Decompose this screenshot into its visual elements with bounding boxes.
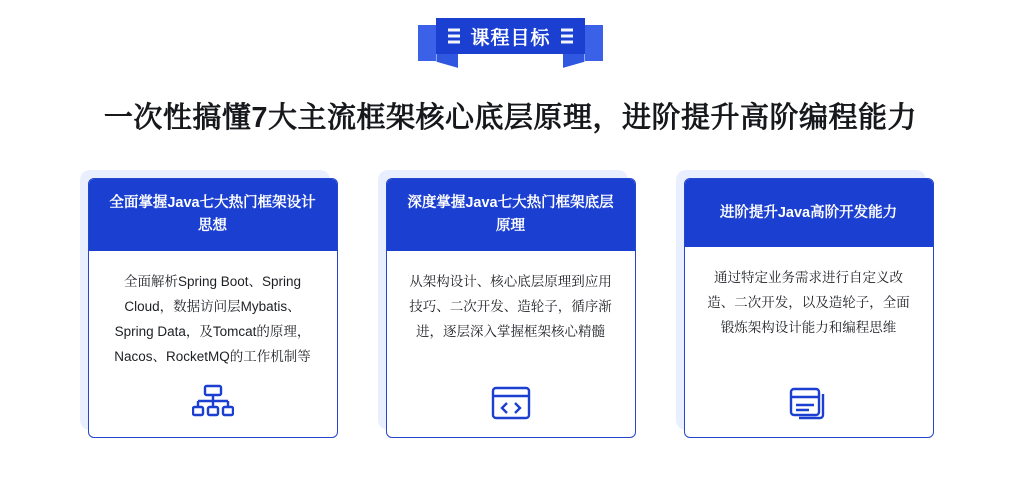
card-3 <box>684 178 934 438</box>
hierarchy-icon <box>89 375 337 437</box>
ribbon-dashes-left-icon <box>448 29 460 44</box>
ribbon-banner <box>436 18 584 54</box>
ribbon-dashes-right-icon <box>561 29 573 44</box>
card-title: 进阶提升Java高阶开发能力 <box>685 179 933 247</box>
card-2 <box>386 178 636 438</box>
stacked-cards-icon <box>685 375 933 437</box>
ribbon-tail-left <box>436 54 458 68</box>
ribbon-shadow-right <box>585 25 603 61</box>
card-item <box>386 178 636 438</box>
section-header <box>0 18 1021 54</box>
card-item <box>88 178 338 438</box>
card-1 <box>88 178 338 438</box>
card-title: 全面掌握Java七大热门框架设计思想 <box>89 179 337 251</box>
card-body: 从架构设计、核心底层原理到应用技巧、二次开发、造轮子，循序渐进，逐层深入掌握框架核心精髓 <box>409 274 612 339</box>
card-list <box>0 178 1021 438</box>
card-body: 全面解析Spring Boot、Spring Cloud，数据访问层Mybatis、Spring Data，及Tomcat的原理，Nacos、RocketMQ的工作机制等 <box>114 274 311 364</box>
ribbon-title: 课程目标 <box>470 27 551 49</box>
page-title: 一次性搞懂7大主流框架核心底层原理，进阶提升高阶编程能力 <box>103 102 918 134</box>
code-window-icon <box>387 375 635 437</box>
card-item <box>684 178 934 438</box>
card-title: 深度掌握Java七大热门框架底层原理 <box>387 179 635 251</box>
ribbon-shadow-left <box>418 25 436 61</box>
ribbon-tail-right <box>563 54 585 68</box>
card-body: 通过特定业务需求进行自定义改造、二次开发，以及造轮子，全面锻炼架构设计能力和编程思维 <box>707 270 910 335</box>
